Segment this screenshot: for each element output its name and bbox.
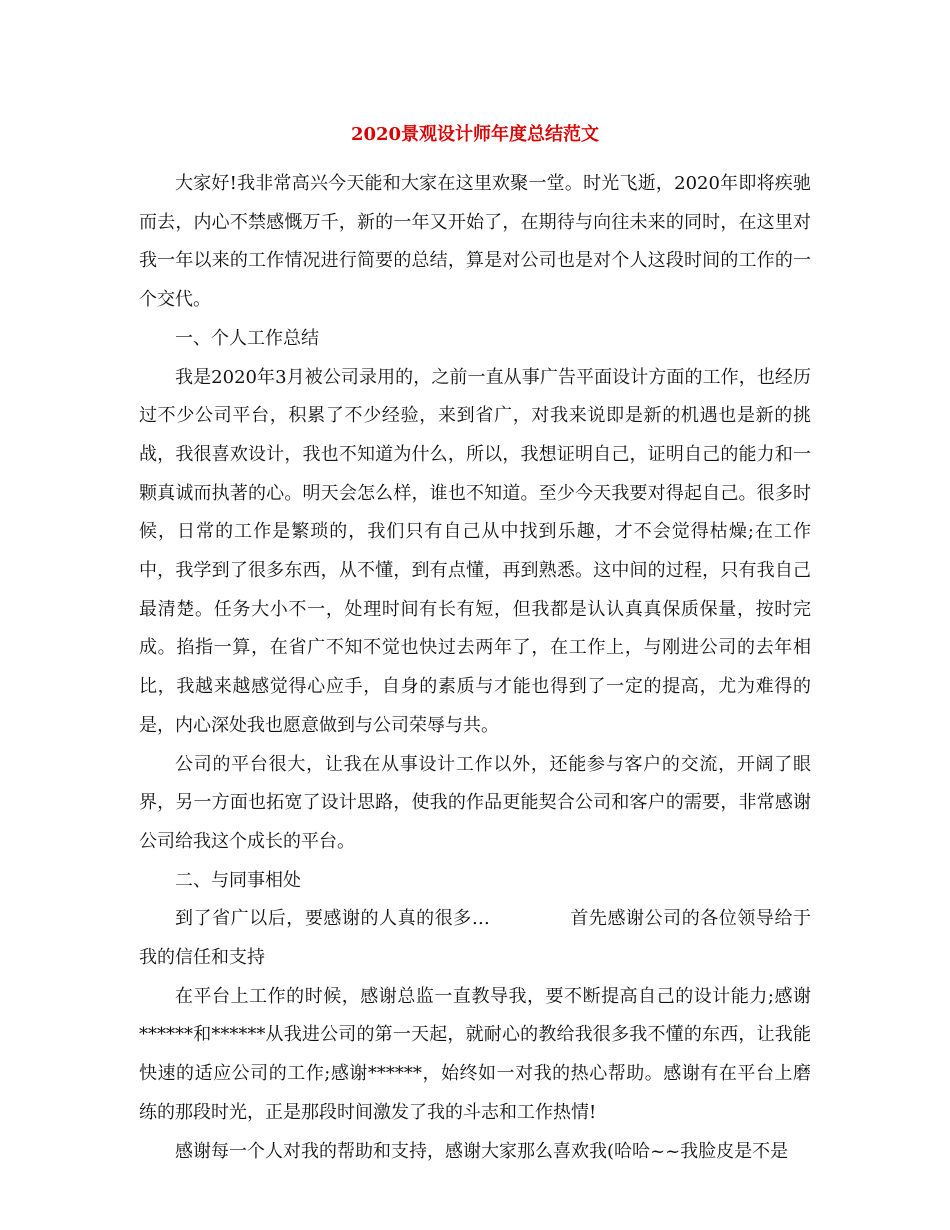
document-title: 2020景观设计师年度总结范文 [350, 124, 600, 145]
paragraph-thanks-everyone: 感谢每一个人对我的帮助和支持，感谢大家那么喜欢我(哈哈~~我脸皮是不是 [175, 1140, 789, 1162]
section-heading-personal-work: 一、个人工作总结 [175, 327, 319, 349]
paragraph-thanks-leaders [139, 900, 811, 977]
document-body [139, 165, 811, 1171]
thanks-leaders-part1: 到了省广以后，要感谢的人真的很多… [175, 908, 490, 930]
paragraph-thanks-colleagues: 在平台上工作的时候，感谢总监一直教导我，要不断提高自己的设计能力;感谢******和******从我进公司的第一天起，就耐心的教给我很多我不懂的东西，让我能快速的适应公司的工作;感谢******，始终如一对我的热心帮助。感谢有在平台上磨练的那段时光，正是那段时间激发了我的斗志和工作热情! [139, 985, 811, 1123]
paragraph-personal-work: 我是2020年3月被公司录用的，之前一直从事广告平面设计方面的工作，也经历过不少公司平台，积累了不少经验，来到省广，对我来说即是新的机遇也是新的挑战，我很喜欢设计，我也不知道为什么，所以，我想证明自己，证明自己的能力和一颗真诚而执著的心。明天会怎么样，谁也不知道。至少今天我要对得起自己。很多时候，日常的工作是繁琐的，我们只有自己从中找到乐趣，才不会觉得枯燥;在工作中，我学到了很多东西，从不懂，到有点懂，再到熟悉。这中间的过程，只有我自己最清楚。任务大小不一，处理时间有长有短，但我都是认认真真保质保量，按时完成。掐指一算，在省广不知不觉也快过去两年了，在工作上，与刚进公司的去年相比，我越来越感觉得心应手，自身的素质与才能也得到了一定的提高，尤为难得的是，内心深处我也愿意做到与公司荣辱与共。 [139, 366, 811, 736]
section-heading-colleagues: 二、与同事相处 [175, 869, 301, 891]
thanks-leaders-part2: 首先感谢公司的各位领导给于我的信任和支持 [139, 908, 811, 969]
paragraph-intro: 大家好!我非常高兴今天能和大家在这里欢聚一堂。时光飞逝，2020年即将疾驰而去，内心不禁感慨万千，新的一年又开始了，在期待与向往未来的同时，在这里对我一年以来的工作情况进行简要的总结，算是对公司也是对个人这段时间的工作的一个交代。 [139, 173, 811, 311]
paragraph-company-platform: 公司的平台很大，让我在从事设计工作以外，还能参与客户的交流，开阔了眼界，另一方面也拓宽了设计思路，使我的作品更能契合公司和客户的需要，非常感谢公司给我这个成长的平台。 [139, 753, 811, 852]
